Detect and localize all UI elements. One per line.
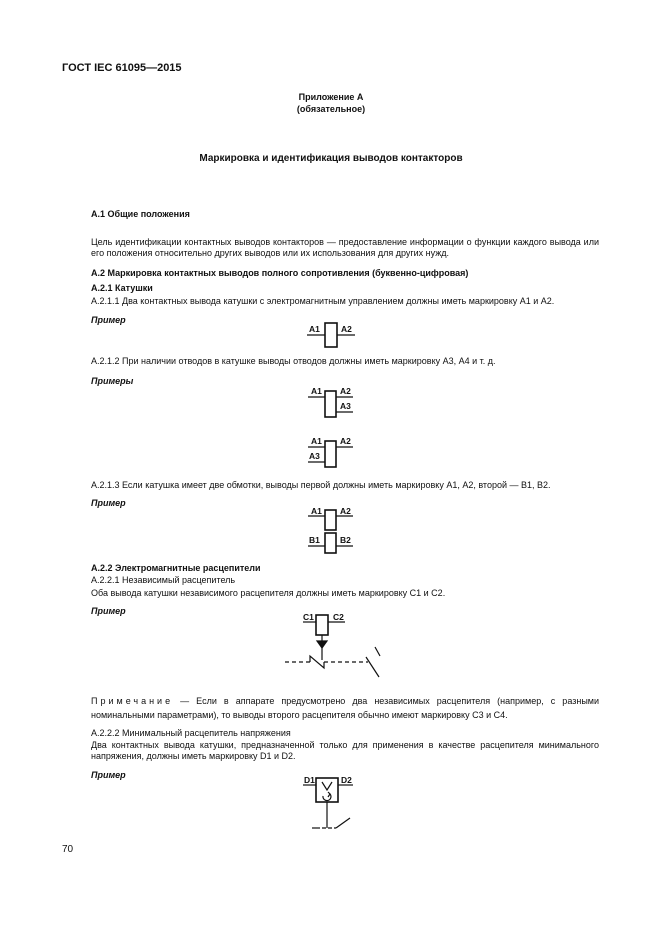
- section-a1-text: Цель идентификации контактных выводов контакторов — предоставление информации о функции каждого вывода или его положения относительно других выводов или их использования для других нужд.: [91, 237, 599, 258]
- label-a1-d4: А1: [311, 506, 322, 516]
- appendix-status: (обязательное): [296, 104, 366, 114]
- page-number: 70: [62, 844, 74, 855]
- example-label-1: Пример: [91, 315, 126, 325]
- main-title: Маркировка и идентификация выводов контакторов: [199, 153, 463, 164]
- section-a22-heading: А.2.2 Электромагнитные расцепители: [91, 563, 261, 573]
- document-header: ГОСТ IEC 61095—2015: [62, 62, 182, 74]
- example-label-3: Пример: [91, 498, 126, 508]
- paragraph-a221-text: Оба вывода катушки независимого расцепителя должны иметь маркировку С1 и С2.: [91, 588, 446, 598]
- paragraph-a212: А.2.1.2 При наличии отводов в катушке выводы отводов должны иметь маркировку А3, А4 и т. д.: [91, 356, 496, 366]
- label-a2-d1: А2: [341, 324, 352, 334]
- paragraph-a213: А.2.1.3 Если катушка имеет две обмотки, выводы первой должны иметь маркировку А1, А2, второй — В1, В2.: [91, 480, 551, 490]
- label-c1: С1: [303, 612, 314, 622]
- paragraph-a211: А.2.1.1 Два контактных вывода катушки с электромагнитным управлением должны иметь маркировку А1 и А2.: [91, 296, 555, 306]
- note-text: — Если в аппарате предусмотрено два независимых расцепителя (например, с разными номинальными параметрами), то выводы второго расцепителя обычно имеют маркировку С3 и С4.: [91, 696, 599, 720]
- examples-label-2: Примеры: [91, 376, 134, 386]
- label-a2-d2: А2: [340, 386, 351, 396]
- terminal-labels: [303, 324, 352, 785]
- example-label-4: Пример: [91, 606, 126, 616]
- label-a1-d1: А1: [309, 324, 320, 334]
- label-a2-d4: А2: [340, 506, 351, 516]
- label-a1-d3: А1: [311, 436, 322, 446]
- label-a2-d3: А2: [340, 436, 351, 446]
- note-label: Примечание: [91, 696, 174, 706]
- paragraph-a222-text: Два контактных вывода катушки, предназначенной только для применения в качестве расцепителя минимального напряжения, должны иметь маркировку D1 и D2.: [91, 740, 599, 761]
- label-d1: D1: [304, 775, 315, 785]
- label-a1-d2: А1: [311, 386, 322, 396]
- undervoltage-release-diagram: [303, 778, 353, 828]
- shunt-release-diagram: [285, 615, 380, 677]
- label-a3-d2: А3: [340, 401, 351, 411]
- label-c2: С2: [333, 612, 344, 622]
- label-b1-d4: В1: [309, 535, 320, 545]
- section-a1-heading: А.1 Общие положения: [91, 209, 190, 219]
- appendix-title: Приложение А: [298, 92, 364, 102]
- two-winding-coil-diagram: [308, 510, 353, 553]
- label-b2-d4: В2: [340, 535, 351, 545]
- example-label-5: Пример: [91, 770, 126, 780]
- label-d2: D2: [341, 775, 352, 785]
- paragraph-a221: А.2.2.1 Независимый расцепитель: [91, 575, 236, 585]
- undervoltage-arrow-icon: [322, 782, 332, 801]
- section-a2-heading: А.2 Маркировка контактных выводов полного сопротивления (буквенно-цифровая): [91, 268, 469, 278]
- label-a3-d3: А3: [309, 451, 320, 461]
- paragraph-a222: А.2.2.2 Минимальный расцепитель напряжения: [91, 728, 291, 738]
- section-a21-heading: А.2.1 Катушки: [91, 283, 153, 293]
